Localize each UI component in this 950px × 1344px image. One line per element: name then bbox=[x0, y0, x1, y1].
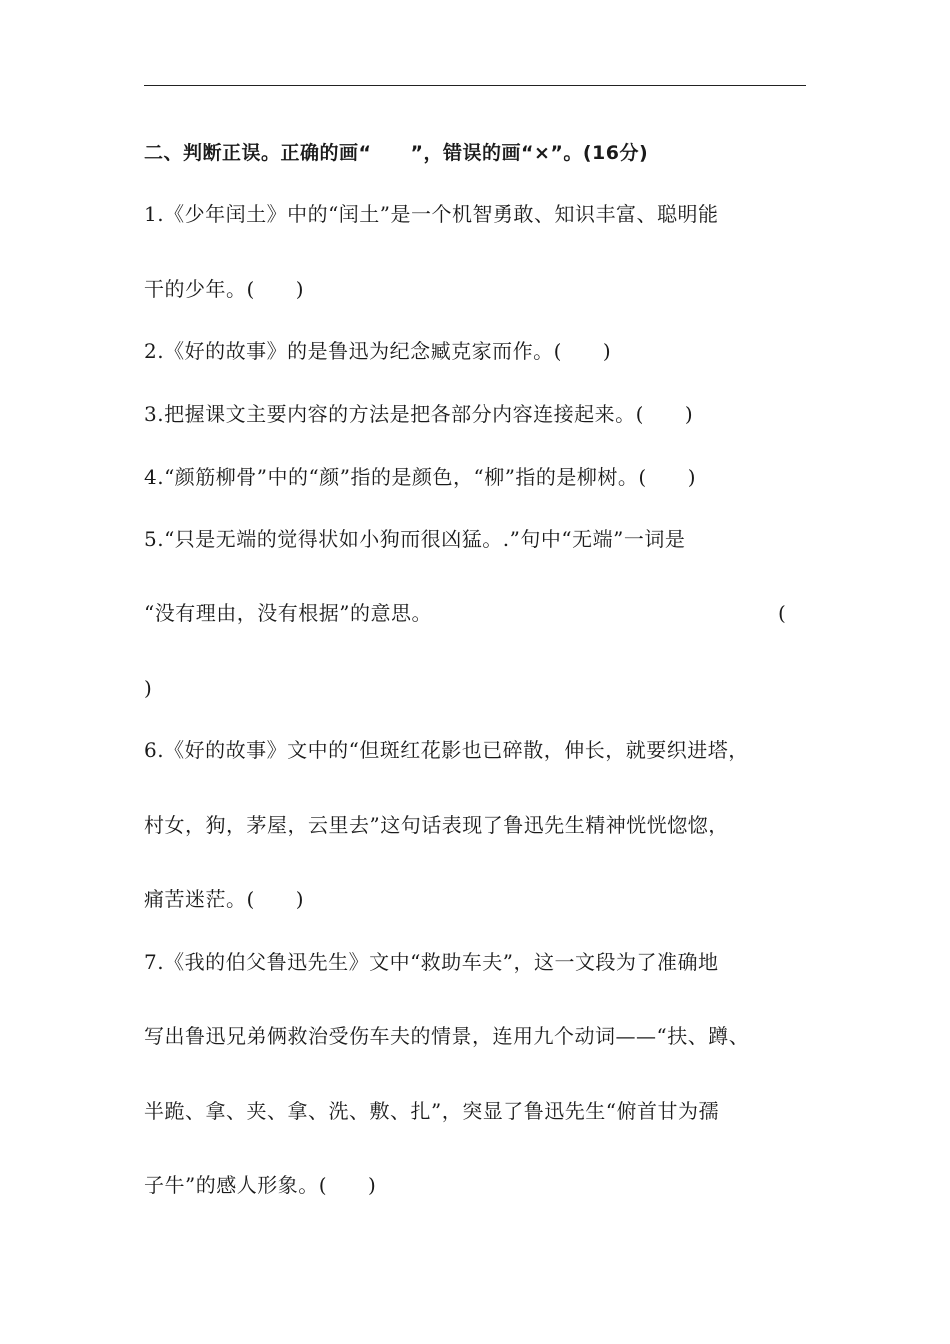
item-5-open-paren: ( bbox=[778, 601, 786, 625]
item-7-line-3: 半跪、拿、夹、拿、洗、敷、扎”，突显了鲁迅先生“俯首甘为孺 bbox=[144, 1099, 719, 1123]
item-5-line-1: 5.“只是无端的觉得状如小狗而很凶猛。.”句中“无端”一词是 bbox=[144, 527, 686, 551]
item-6-line-2: 村女，狗，茅屋，云里去”这句话表现了鲁迅先生精神恍恍惚惚， bbox=[144, 813, 729, 837]
item-5-close-paren: ) bbox=[144, 676, 153, 700]
item-2-line-1: 2.《好的故事》的是鲁迅为纪念臧克家而作。( ) bbox=[144, 339, 612, 363]
item-5-line-2: “没有理由，没有根据”的意思。 bbox=[144, 601, 432, 625]
item-1-line-2: 干的少年。( ) bbox=[144, 277, 305, 301]
item-7-line-4: 子牛”的感人形象。( ) bbox=[144, 1173, 377, 1197]
item-1-line-1: 1.《少年闰土》中的“闰土”是一个机智勇敢、知识丰富、聪明能 bbox=[144, 202, 719, 226]
top-divider bbox=[144, 85, 806, 86]
item-6-line-1: 6.《好的故事》文中的“但斑红花影也已碎散，伸长，就要织进塔， bbox=[144, 738, 749, 762]
section-heading: 二、判断正误。正确的画“ ”，错误的画“×”。(16分) bbox=[144, 142, 649, 164]
item-3-line-1: 3.把握课文主要内容的方法是把各部分内容连接起来。( ) bbox=[144, 402, 694, 426]
item-4-line-1: 4.“颜筋柳骨”中的“颜”指的是颜色，“柳”指的是柳树。( ) bbox=[144, 465, 697, 489]
item-7-line-1: 7.《我的伯父鲁迅先生》文中“救助车夫”，这一文段为了准确地 bbox=[144, 950, 719, 974]
item-6-line-3: 痛苦迷茫。( ) bbox=[144, 887, 305, 911]
item-7-line-2: 写出鲁迅兄弟俩救治受伤车夫的情景，连用九个动词——“扶、蹲、 bbox=[144, 1024, 750, 1048]
